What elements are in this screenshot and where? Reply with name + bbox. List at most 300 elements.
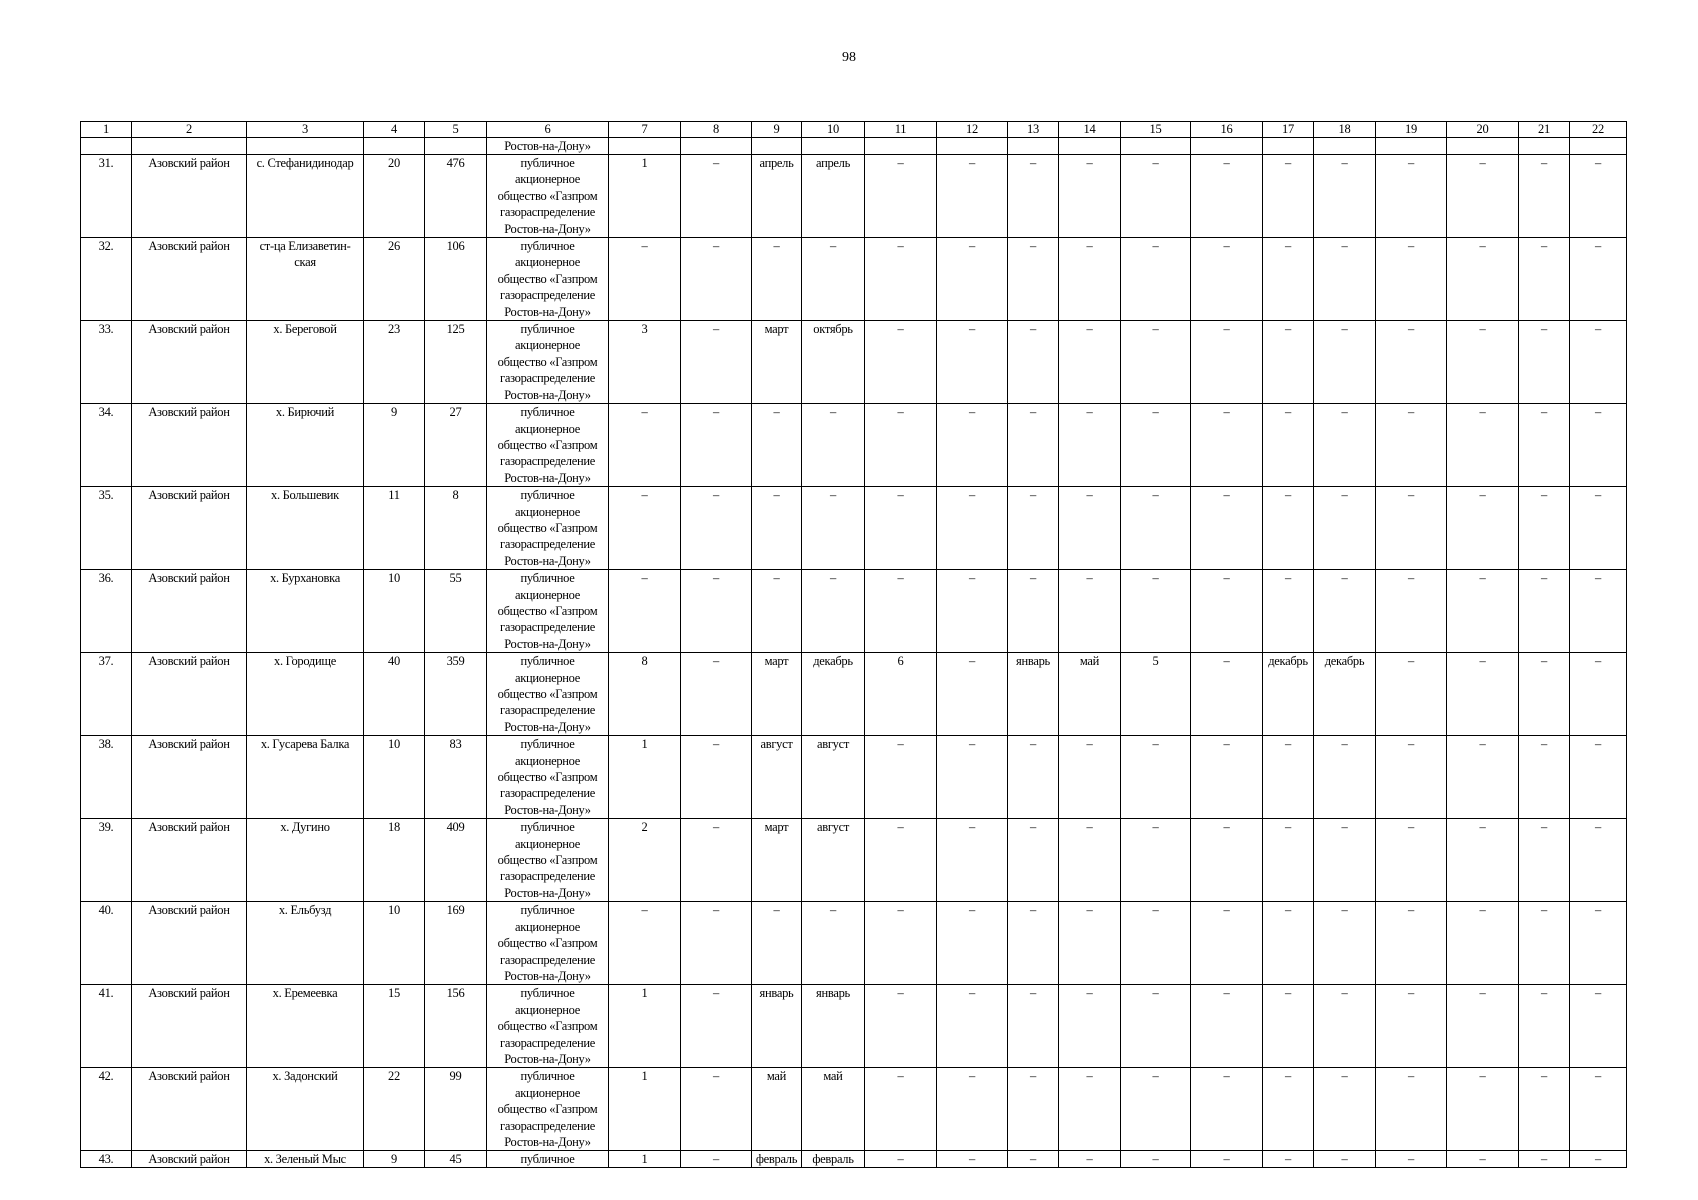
cell-col-4: 20	[364, 155, 425, 238]
cell-col-2: Азовский район	[132, 1151, 247, 1168]
cell-col-22: –	[1570, 902, 1627, 985]
organization-line: публичное	[520, 986, 575, 1001]
cell-col-18: –	[1314, 819, 1376, 902]
cell-col-7: –	[609, 404, 681, 487]
continuation-cell-7	[609, 138, 681, 155]
cell-col-7: 2	[609, 819, 681, 902]
cell-col-21: –	[1519, 321, 1570, 404]
organization-line: газораспределение	[500, 1035, 595, 1050]
cell-col-20: –	[1447, 155, 1519, 238]
cell-col-10: октябрь	[802, 321, 865, 404]
cell-col-18: –	[1314, 570, 1376, 653]
organization-line: публичное	[520, 239, 575, 254]
organization-line: акционерное	[514, 836, 581, 851]
cell-col-18: –	[1314, 985, 1376, 1068]
cell-col-8: –	[681, 1151, 752, 1168]
cell-col-5: 106	[425, 238, 487, 321]
cell-col-7: –	[609, 487, 681, 570]
cell-col-2: Азовский район	[132, 819, 247, 902]
organization-line: акционерное	[514, 670, 581, 685]
organization-cell	[487, 902, 609, 985]
cell-col-19: –	[1376, 985, 1447, 1068]
cell-col-5: 359	[425, 653, 487, 736]
cell-col-1: 43.	[81, 1151, 132, 1168]
organization-cell	[487, 1068, 609, 1151]
cell-col-2: Азовский район	[132, 155, 247, 238]
organization-line: общество «Газпром	[497, 1019, 598, 1034]
cell-col-13: –	[1008, 985, 1059, 1068]
organization-line: общество «Газпром	[497, 936, 598, 951]
organization-line: публичное	[520, 903, 575, 918]
cell-col-15: –	[1121, 321, 1191, 404]
cell-col-16: –	[1191, 238, 1263, 321]
cell-col-18: –	[1314, 1151, 1376, 1168]
cell-col-18: –	[1314, 902, 1376, 985]
organization-cell	[487, 736, 609, 819]
cell-col-14: –	[1059, 570, 1121, 653]
cell-col-16: –	[1191, 819, 1263, 902]
organization-line: газораспределение	[500, 205, 595, 220]
cell-col-3: х. Еремеевка	[247, 985, 364, 1068]
cell-col-20: –	[1447, 404, 1519, 487]
cell-col-21: –	[1519, 902, 1570, 985]
cell-col-6: публичное	[487, 1151, 609, 1168]
cell-col-13: январь	[1008, 653, 1059, 736]
cell-col-14: –	[1059, 1151, 1121, 1168]
organization-line: газораспределение	[500, 454, 595, 469]
organization-line: акционерное	[514, 338, 581, 353]
organization-line: газораспределение	[500, 371, 595, 386]
continuation-cell-17	[1263, 138, 1314, 155]
column-header-15: 15	[1121, 122, 1191, 138]
cell-col-15: –	[1121, 487, 1191, 570]
cell-col-9: март	[752, 653, 802, 736]
cell-col-20: –	[1447, 487, 1519, 570]
organization-line: общество «Газпром	[497, 1102, 598, 1117]
organization-line: Ростов-на-Дону»	[504, 1051, 591, 1066]
cell-col-16: –	[1191, 570, 1263, 653]
cell-col-8: –	[681, 238, 752, 321]
cell-col-10: –	[802, 902, 865, 985]
organization-line: газораспределение	[500, 288, 595, 303]
organization-line: Ростов-на-Дону»	[504, 387, 591, 402]
cell-col-13: –	[1008, 902, 1059, 985]
organization-line: общество «Газпром	[497, 687, 598, 701]
organization-line: публичное	[520, 156, 575, 170]
cell-col-9: –	[752, 238, 802, 321]
cell-col-1: 35.	[81, 487, 132, 570]
cell-col-5: 55	[425, 570, 487, 653]
cell-col-10: –	[802, 570, 865, 653]
cell-col-17: –	[1263, 155, 1314, 238]
continuation-cell-22	[1570, 138, 1627, 155]
organization-line: общество «Газпром	[497, 354, 598, 369]
column-header-9: 9	[752, 122, 802, 138]
cell-col-9: январь	[752, 985, 802, 1068]
continuation-cell-19	[1376, 138, 1447, 155]
cell-col-13: –	[1008, 404, 1059, 487]
organization-line: акционерное	[514, 587, 581, 602]
cell-col-15: –	[1121, 1068, 1191, 1151]
cell-col-17: –	[1263, 321, 1314, 404]
cell-col-4: 22	[364, 1068, 425, 1151]
cell-col-11: –	[865, 570, 937, 653]
table-row	[81, 1068, 1627, 1151]
cell-col-5: 476	[425, 155, 487, 238]
column-header-5: 5	[425, 122, 487, 138]
cell-col-22: –	[1570, 155, 1627, 238]
organization-line: акционерное	[514, 255, 581, 270]
cell-col-15: –	[1121, 155, 1191, 238]
cell-col-12: –	[937, 653, 1008, 736]
cell-col-12: –	[937, 321, 1008, 404]
cell-col-16: –	[1191, 1151, 1263, 1168]
cell-col-17: –	[1263, 1068, 1314, 1151]
organization-line: Ростов-на-Дону»	[504, 968, 591, 983]
cell-col-10: февраль	[802, 1151, 865, 1168]
cell-col-8: –	[681, 819, 752, 902]
cell-col-12: –	[937, 819, 1008, 902]
cell-col-21: –	[1519, 404, 1570, 487]
cell-col-4: 11	[364, 487, 425, 570]
organization-line: публичное	[520, 820, 575, 835]
cell-col-14: –	[1059, 902, 1121, 985]
cell-col-15: –	[1121, 902, 1191, 985]
cell-col-8: –	[681, 155, 752, 238]
data-table	[80, 121, 1627, 1168]
cell-col-15: 5	[1121, 653, 1191, 736]
cell-col-20: –	[1447, 985, 1519, 1068]
organization-line: газораспределение	[500, 786, 595, 801]
cell-col-3: х. Большевик	[247, 487, 364, 570]
cell-col-3: с. Стефанидинодар	[247, 155, 364, 238]
cell-col-15: –	[1121, 404, 1191, 487]
cell-col-22: –	[1570, 1068, 1627, 1151]
cell-col-10: апрель	[802, 155, 865, 238]
cell-col-22: –	[1570, 404, 1627, 487]
cell-col-16: –	[1191, 736, 1263, 819]
cell-col-19: –	[1376, 653, 1447, 736]
cell-col-4: 10	[364, 570, 425, 653]
cell-col-11: –	[865, 736, 937, 819]
cell-col-17: –	[1263, 238, 1314, 321]
cell-col-15: –	[1121, 985, 1191, 1068]
cell-col-19: –	[1376, 404, 1447, 487]
cell-col-13: –	[1008, 155, 1059, 238]
cell-col-17: декабрь	[1263, 653, 1314, 736]
cell-col-14: –	[1059, 321, 1121, 404]
cell-col-8: –	[681, 902, 752, 985]
cell-col-10: май	[802, 1068, 865, 1151]
cell-col-3: х. Гусарева Балка	[247, 736, 364, 819]
organization-line: публичное	[520, 571, 575, 586]
continuation-cell-3	[247, 138, 364, 155]
cell-col-16: –	[1191, 653, 1263, 736]
cell-col-17: –	[1263, 1151, 1314, 1168]
organization-line: публичное	[520, 488, 575, 503]
table-row	[81, 902, 1627, 985]
table-row	[81, 736, 1627, 819]
cell-col-7: 3	[609, 321, 681, 404]
cell-col-4: 23	[364, 321, 425, 404]
cell-col-19: –	[1376, 736, 1447, 819]
cell-col-4: 9	[364, 1151, 425, 1168]
cell-col-22: –	[1570, 1151, 1627, 1168]
cell-col-15: –	[1121, 819, 1191, 902]
cell-col-4: 18	[364, 819, 425, 902]
organization-line: общество «Газпром	[497, 770, 598, 785]
cell-col-21: –	[1519, 819, 1570, 902]
cell-col-1: 34.	[81, 404, 132, 487]
cell-col-22: –	[1570, 570, 1627, 653]
organization-line: общество «Газпром	[497, 271, 598, 286]
cell-col-1: 31.	[81, 155, 132, 238]
organization-line: газораспределение	[500, 952, 595, 967]
continuation-cell-14	[1059, 138, 1121, 155]
cell-col-18: –	[1314, 404, 1376, 487]
cell-col-9: апрель	[752, 155, 802, 238]
continuation-cell-6: Ростов-на-Дону»	[487, 138, 609, 155]
cell-col-21: –	[1519, 155, 1570, 238]
cell-col-20: –	[1447, 570, 1519, 653]
cell-col-1: 32.	[81, 238, 132, 321]
cell-col-12: –	[937, 985, 1008, 1068]
cell-col-10: январь	[802, 985, 865, 1068]
table-row	[81, 238, 1627, 321]
cell-col-15: –	[1121, 570, 1191, 653]
organization-cell	[487, 155, 609, 238]
cell-col-19: –	[1376, 570, 1447, 653]
cell-col-13: –	[1008, 321, 1059, 404]
cell-col-14: –	[1059, 487, 1121, 570]
cell-col-21: –	[1519, 570, 1570, 653]
organization-line: газораспределение	[500, 703, 595, 718]
column-header-3: 3	[247, 122, 364, 138]
cell-col-19: –	[1376, 238, 1447, 321]
table-row	[81, 487, 1627, 570]
cell-col-22: –	[1570, 819, 1627, 902]
cell-col-4: 10	[364, 736, 425, 819]
cell-col-17: –	[1263, 736, 1314, 819]
cell-col-20: –	[1447, 819, 1519, 902]
cell-col-11: –	[865, 1068, 937, 1151]
cell-col-9: февраль	[752, 1151, 802, 1168]
cell-col-10: август	[802, 819, 865, 902]
column-header-11: 11	[865, 122, 937, 138]
cell-col-10: декабрь	[802, 653, 865, 736]
cell-col-18: –	[1314, 321, 1376, 404]
cell-col-4: 26	[364, 238, 425, 321]
cell-col-11: –	[865, 985, 937, 1068]
header-row	[81, 122, 1627, 138]
cell-col-7: –	[609, 238, 681, 321]
cell-col-9: –	[752, 902, 802, 985]
organization-line: общество «Газпром	[497, 188, 598, 203]
cell-col-9: март	[752, 321, 802, 404]
cell-col-12: –	[937, 570, 1008, 653]
cell-col-10: август	[802, 736, 865, 819]
continuation-cell-11	[865, 138, 937, 155]
cell-col-18: –	[1314, 1068, 1376, 1151]
organization-line: акционерное	[514, 421, 581, 436]
organization-line: Ростов-на-Дону»	[504, 885, 591, 900]
organization-line: Ростов-на-Дону»	[504, 304, 591, 319]
cell-col-8: –	[681, 570, 752, 653]
cell-col-17: –	[1263, 819, 1314, 902]
cell-col-10: –	[802, 404, 865, 487]
cell-col-16: –	[1191, 985, 1263, 1068]
continuation-cell-2	[132, 138, 247, 155]
cell-col-21: –	[1519, 487, 1570, 570]
organization-line: Ростов-на-Дону»	[504, 636, 591, 651]
column-header-16: 16	[1191, 122, 1263, 138]
organization-line: общество «Газпром	[497, 520, 598, 535]
organization-line: акционерное	[514, 919, 581, 934]
cell-col-21: –	[1519, 1068, 1570, 1151]
cell-col-16: –	[1191, 902, 1263, 985]
column-header-6: 6	[487, 122, 609, 138]
cell-col-1: 36.	[81, 570, 132, 653]
column-header-12: 12	[937, 122, 1008, 138]
cell-col-22: –	[1570, 321, 1627, 404]
continuation-cell-12	[937, 138, 1008, 155]
cell-col-18: –	[1314, 736, 1376, 819]
cell-col-19: –	[1376, 819, 1447, 902]
cell-col-4: 15	[364, 985, 425, 1068]
organization-line: акционерное	[514, 1085, 581, 1100]
continuation-cell-20	[1447, 138, 1519, 155]
cell-col-16: –	[1191, 321, 1263, 404]
table-row	[81, 1151, 1627, 1168]
cell-col-22: –	[1570, 736, 1627, 819]
cell-col-18: декабрь	[1314, 653, 1376, 736]
continuation-cell-1	[81, 138, 132, 155]
cell-col-19: –	[1376, 1068, 1447, 1151]
column-header-18: 18	[1314, 122, 1376, 138]
cell-col-4: 9	[364, 404, 425, 487]
cell-col-3: х. Городище	[247, 653, 364, 736]
cell-col-5: 99	[425, 1068, 487, 1151]
column-header-17: 17	[1263, 122, 1314, 138]
cell-col-19: –	[1376, 902, 1447, 985]
cell-col-14: –	[1059, 736, 1121, 819]
cell-col-9: –	[752, 404, 802, 487]
cell-col-15: –	[1121, 238, 1191, 321]
cell-col-14: –	[1059, 155, 1121, 238]
column-header-20: 20	[1447, 122, 1519, 138]
cell-col-20: –	[1447, 1068, 1519, 1151]
table-row	[81, 653, 1627, 736]
cell-col-14: –	[1059, 404, 1121, 487]
page-number: 98	[842, 50, 856, 65]
cell-col-8: –	[681, 985, 752, 1068]
organization-line: публичное	[520, 737, 575, 752]
cell-col-7: 8	[609, 653, 681, 736]
continuation-row	[81, 138, 1627, 155]
organization-cell	[487, 321, 609, 404]
cell-col-8: –	[681, 653, 752, 736]
table-row	[81, 321, 1627, 404]
cell-col-14: –	[1059, 985, 1121, 1068]
cell-col-21: –	[1519, 238, 1570, 321]
organization-line: Ростов-на-Дону»	[504, 553, 591, 568]
cell-col-1: 42.	[81, 1068, 132, 1151]
column-header-8: 8	[681, 122, 752, 138]
column-header-1: 1	[81, 122, 132, 138]
cell-col-22: –	[1570, 985, 1627, 1068]
cell-col-3: х. Задонский	[247, 1068, 364, 1151]
organization-cell	[487, 238, 609, 321]
cell-col-5: 409	[425, 819, 487, 902]
column-header-21: 21	[1519, 122, 1570, 138]
cell-col-1: 39.	[81, 819, 132, 902]
column-header-22: 22	[1570, 122, 1627, 138]
organization-line: Ростов-на-Дону»	[504, 470, 591, 485]
cell-col-7: 1	[609, 1151, 681, 1168]
cell-col-19: –	[1376, 1151, 1447, 1168]
cell-col-22: –	[1570, 238, 1627, 321]
organization-line: общество «Газпром	[497, 603, 598, 618]
organization-cell	[487, 819, 609, 902]
cell-col-8: –	[681, 736, 752, 819]
cell-col-20: –	[1447, 1151, 1519, 1168]
organization-line: публичное	[520, 405, 575, 420]
cell-col-20: –	[1447, 321, 1519, 404]
cell-col-15: –	[1121, 1151, 1191, 1168]
cell-col-12: –	[937, 238, 1008, 321]
organization-line: акционерное	[514, 1002, 581, 1017]
cell-col-20: –	[1447, 653, 1519, 736]
cell-col-7: 1	[609, 155, 681, 238]
continuation-cell-10	[802, 138, 865, 155]
cell-col-2: Азовский район	[132, 321, 247, 404]
cell-col-11: –	[865, 487, 937, 570]
continuation-cell-4	[364, 138, 425, 155]
cell-col-18: –	[1314, 155, 1376, 238]
organization-cell	[487, 404, 609, 487]
cell-col-2: Азовский район	[132, 1068, 247, 1151]
continuation-cell-5	[425, 138, 487, 155]
cell-col-9: март	[752, 819, 802, 902]
cell-col-2: Азовский район	[132, 985, 247, 1068]
table-row	[81, 819, 1627, 902]
cell-col-5: 156	[425, 985, 487, 1068]
cell-col-12: –	[937, 404, 1008, 487]
cell-col-2: Азовский район	[132, 404, 247, 487]
organization-line: общество «Газпром	[497, 853, 598, 868]
cell-col-8: –	[681, 1068, 752, 1151]
cell-col-9: май	[752, 1068, 802, 1151]
cell-col-2: Азовский район	[132, 902, 247, 985]
cell-col-14: –	[1059, 238, 1121, 321]
table-row	[81, 985, 1627, 1068]
cell-col-7: 1	[609, 736, 681, 819]
cell-col-2: Азовский район	[132, 487, 247, 570]
cell-col-12: –	[937, 736, 1008, 819]
cell-col-14: –	[1059, 819, 1121, 902]
cell-col-11: –	[865, 155, 937, 238]
cell-col-3: х. Бурхановка	[247, 570, 364, 653]
organization-line: Ростов-на-Дону»	[504, 719, 591, 734]
cell-col-21: –	[1519, 653, 1570, 736]
cell-col-19: –	[1376, 321, 1447, 404]
table-row	[81, 570, 1627, 653]
cell-col-13: –	[1008, 736, 1059, 819]
organization-line: Ростов-на-Дону»	[504, 1134, 591, 1149]
cell-col-13: –	[1008, 1151, 1059, 1168]
cell-col-16: –	[1191, 1068, 1263, 1151]
column-header-13: 13	[1008, 122, 1059, 138]
